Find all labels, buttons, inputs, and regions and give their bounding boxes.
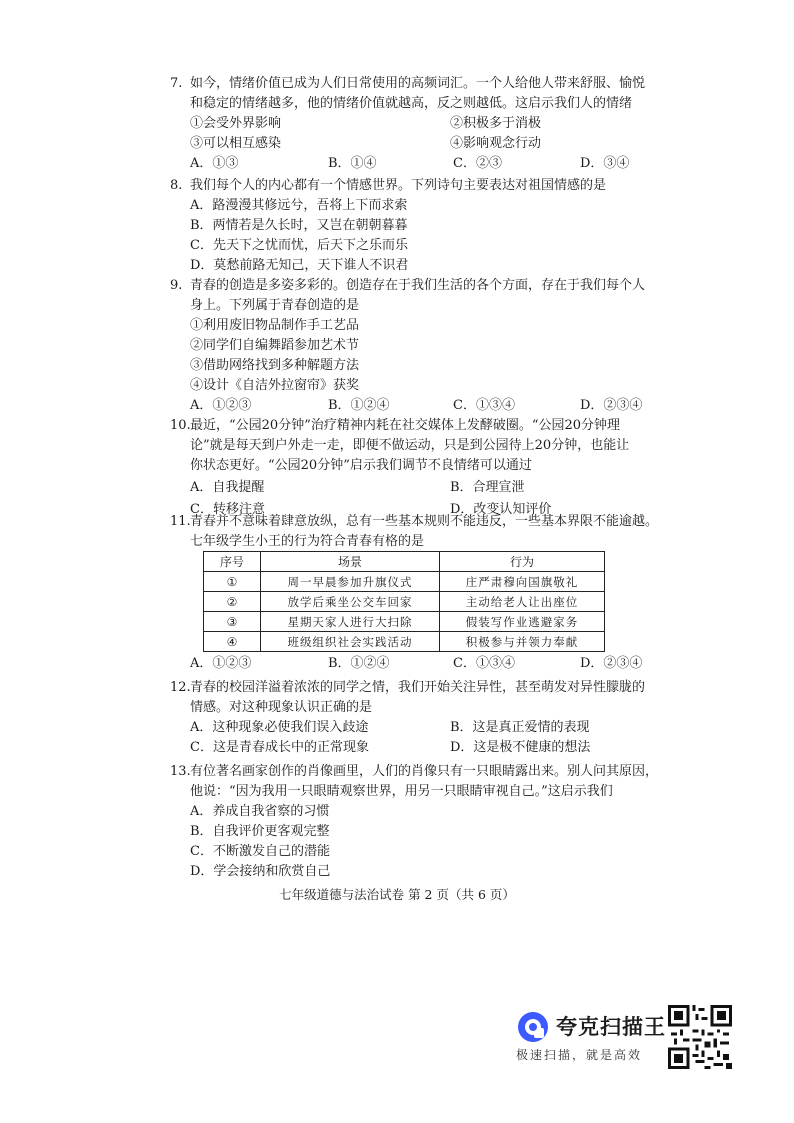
question-stem: 情感。对这种现象认识正确的是 bbox=[190, 700, 373, 715]
table-cell: ③ bbox=[204, 612, 261, 632]
answer-option: C．转移注意 bbox=[190, 502, 265, 517]
question-stem: 青春并不意味着肆意放纵，总有一些基本规则不能违反，一些基本界限不能逾越。 bbox=[190, 514, 659, 529]
question-stem: 他说：“因为我用一只眼睛观察世界，用另一只眼睛审视自己。”这启示我们 bbox=[190, 784, 613, 799]
table-cell: 积极参与并领力奉献 bbox=[440, 632, 605, 652]
answer-option: C．①③④ bbox=[453, 656, 515, 671]
statement-item: ②积极多于消极 bbox=[450, 116, 542, 131]
answer-option: A．①②③ bbox=[190, 656, 252, 671]
answer-option: C．先天下之忧而忧，后天下之乐而乐 bbox=[190, 238, 408, 253]
page-footer: 七年级道德与法治试卷 第 2 页（共 6 页） bbox=[279, 887, 515, 902]
table-cell: 周一早晨参加升旗仪式 bbox=[261, 572, 440, 592]
answer-option: B．这是真正爱情的表现 bbox=[450, 720, 590, 735]
answer-option: C．不断激发自己的潜能 bbox=[190, 844, 330, 859]
answer-option: D．②③④ bbox=[580, 656, 643, 671]
statement-item: ①利用废旧物品制作手工艺品 bbox=[190, 318, 360, 333]
answer-option: A．①②③ bbox=[190, 398, 252, 413]
question-stem: 我们每个人的内心都有一个情感世界。下列诗句主要表达对祖国情感的是 bbox=[190, 178, 607, 193]
table-row bbox=[204, 592, 605, 612]
answer-option: C．这是青春成长中的正常现象 bbox=[190, 740, 369, 755]
statement-item: ④设计《自洁外拉窗帘》获奖 bbox=[190, 378, 360, 393]
scanner-watermark bbox=[516, 1008, 666, 1068]
table-row bbox=[204, 632, 605, 652]
table-cell: 星期天家人进行大扫除 bbox=[261, 612, 440, 632]
question-stem: 身上。下列属于青春创造的是 bbox=[190, 298, 360, 313]
answer-option: B．①②④ bbox=[328, 398, 390, 413]
answer-option: C．②③ bbox=[453, 156, 502, 171]
table-cell: ② bbox=[204, 592, 261, 612]
table-row bbox=[204, 612, 605, 632]
answer-option: A．路漫漫其修远兮，吾将上下而求索 bbox=[190, 198, 408, 213]
question-stem: 有位著名画家创作的肖像画里，人们的肖像只有一只眼睛露出来。别人问其原因， bbox=[190, 764, 659, 779]
qr-code-icon bbox=[668, 1005, 732, 1069]
question-number: 10. bbox=[170, 418, 191, 433]
answer-option: D．莫愁前路无知己，天下谁人不识君 bbox=[190, 258, 409, 273]
table-row bbox=[204, 572, 605, 592]
answer-option: A．这种现象必使我们误入歧途 bbox=[190, 720, 369, 735]
table-cell: ④ bbox=[204, 632, 261, 652]
table-cell: 放学后乘坐公交车回家 bbox=[261, 592, 440, 612]
question-stem: 青春的创造是多姿多彩的。创造存在于我们生活的各个方面，存在于我们每个人 bbox=[190, 278, 646, 293]
answer-option: A．①③ bbox=[190, 156, 239, 171]
question-stem: 你状态更好。“公园20分钟”启示我们调节不良情绪可以通过 bbox=[190, 458, 532, 473]
table-cell: ① bbox=[204, 572, 261, 592]
question-stem: 和稳定的情绪越多，他的情绪价值就越高，反之则越低。这启示我们人的情绪 bbox=[190, 96, 633, 111]
question-stem: 最近，“公园20分钟”治疗精神内耗在社交媒体上发酵破圈。“公园20分钟理 bbox=[190, 418, 621, 433]
question-number: 8. bbox=[170, 178, 183, 193]
statement-item: ①会受外界影响 bbox=[190, 116, 282, 131]
brand-slogan: 极速扫描，就是高效 bbox=[516, 1048, 643, 1062]
answer-option: C．①③④ bbox=[453, 398, 515, 413]
table-cell: 班级组织社会实践活动 bbox=[261, 632, 440, 652]
question-number: 13. bbox=[170, 764, 191, 779]
answer-option: D．②③④ bbox=[580, 398, 643, 413]
answer-option: B．两情若是久长时，又岂在朝朝暮暮 bbox=[190, 218, 408, 233]
brand-name: 夸克扫描王 bbox=[556, 1015, 666, 1039]
question-number: 12. bbox=[170, 680, 191, 695]
answer-option: B．①②④ bbox=[328, 656, 390, 671]
question-number: 9. bbox=[170, 278, 183, 293]
question-number: 11. bbox=[170, 514, 191, 529]
statement-item: ③可以相互感染 bbox=[190, 136, 282, 151]
question-stem: 如今，情绪价值已成为人们日常使用的高频词汇。一个人给他人带来舒服、愉悦 bbox=[190, 76, 646, 91]
table-cell: 庄严肃穆向国旗敬礼 bbox=[440, 572, 605, 592]
answer-option: D．学会接纳和欣赏自己 bbox=[190, 864, 331, 879]
column-header: 行为 bbox=[440, 552, 605, 572]
statement-item: ③借助网络找到多种解题方法 bbox=[190, 358, 360, 373]
statement-item: ②同学们自编舞蹈参加艺术节 bbox=[190, 338, 360, 353]
question-stem: 七年级学生小王的行为符合青春有格的是 bbox=[190, 534, 425, 549]
answer-option: B．自我评价更客观完整 bbox=[190, 824, 330, 839]
column-header: 序号 bbox=[204, 552, 261, 572]
table-header-row bbox=[204, 552, 605, 572]
column-header: 场景 bbox=[261, 552, 440, 572]
answer-option: D．改变认知评价 bbox=[450, 502, 552, 517]
answer-option: A．养成自我省察的习惯 bbox=[190, 804, 330, 819]
statement-item: ④影响观念行动 bbox=[450, 136, 542, 151]
behavior-table bbox=[203, 551, 605, 652]
question-number: 7. bbox=[170, 76, 183, 91]
answer-option: B．合理宣泄 bbox=[450, 480, 525, 495]
answer-option: D．这是极不健康的想法 bbox=[450, 740, 591, 755]
question-stem: 论”就是每天到户外走一走，即便不做运动，只是到公园待上20分钟，也能让 bbox=[190, 438, 630, 453]
answer-option: B．①④ bbox=[328, 156, 377, 171]
answer-option: D．③④ bbox=[580, 156, 630, 171]
table-cell: 假装写作业逃避家务 bbox=[440, 612, 605, 632]
quark-logo-icon bbox=[516, 1010, 550, 1044]
answer-option: A．自我提醒 bbox=[190, 480, 265, 495]
question-stem: 青春的校园洋溢着浓浓的同学之情，我们开始关注异性，甚至萌发对异性朦胧的 bbox=[190, 680, 646, 695]
table-cell: 主动给老人让出座位 bbox=[440, 592, 605, 612]
